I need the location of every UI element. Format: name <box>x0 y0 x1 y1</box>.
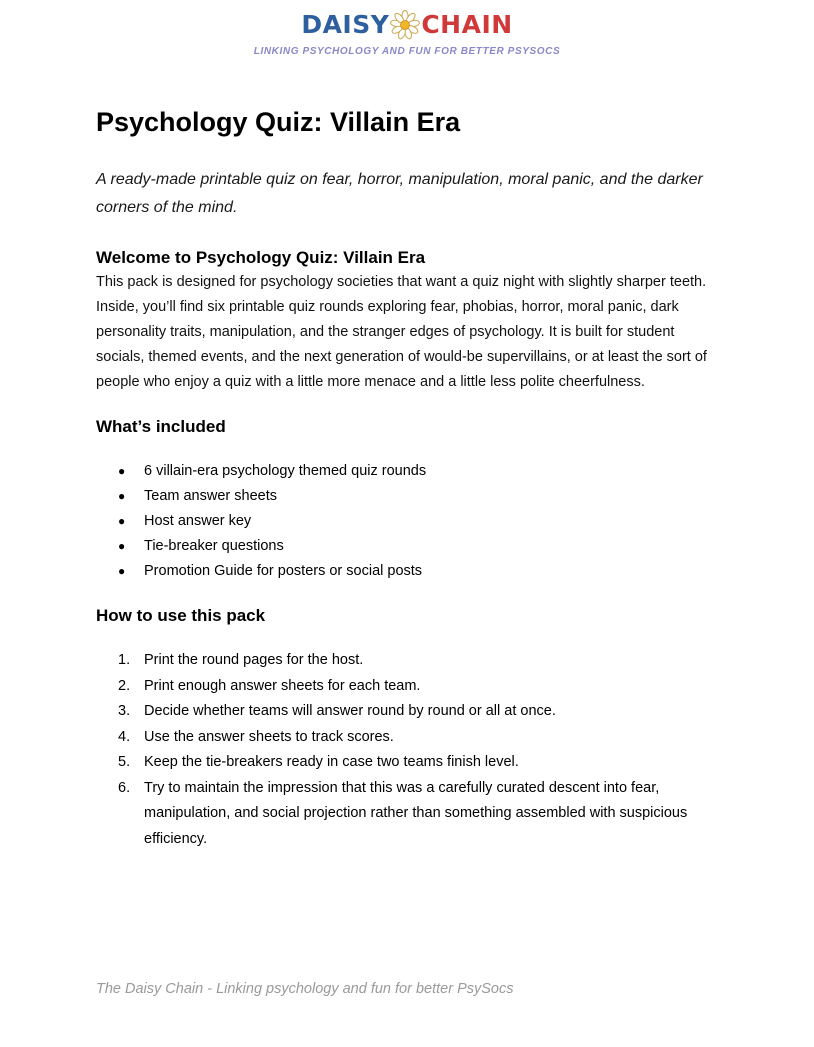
howto-steps-list <box>96 648 726 852</box>
step-text: Print enough answer sheets for each team. <box>144 677 421 694</box>
bullet-icon: ● <box>118 539 126 553</box>
step-number: 6. <box>118 779 131 796</box>
step-item <box>96 674 726 700</box>
step-item <box>96 648 726 674</box>
page-subtitle: A ready-made printable quiz on fear, horror, manipulation, moral panic, and the darker corners of the mind. <box>96 171 703 216</box>
list-item <box>96 534 726 559</box>
step-number: 5. <box>118 754 131 770</box>
step-number: 3. <box>118 703 131 719</box>
page-header <box>0 8 814 57</box>
step-text: Decide whether teams will answer round by round or all at once. <box>144 703 556 719</box>
list-item <box>96 559 726 584</box>
logo-text-daisy: DAISY <box>301 10 390 39</box>
step-text: Print the round pages for the host. <box>144 652 364 668</box>
page-footer: The Daisy Chain - Linking psychology and fun for better PsySocs <box>96 981 514 997</box>
step-number: 2. <box>118 677 131 694</box>
document-body <box>96 104 726 852</box>
list-item <box>96 484 726 509</box>
list-item-text: 6 villain-era psychology themed quiz rounds <box>144 463 427 479</box>
list-item-text: Tie-breaker questions <box>144 538 284 554</box>
welcome-paragraph-2: Inside, you’ll find six printable quiz rounds exploring fear, phobias, horror, moral panic, dark personality traits, manipulation, and the stranger edges of psychology. It is built for student socials, themed events, and the next generation of would-be supervillains, or at least the sort of people who enjoy a quiz with a little more menace and a little less polite cheerfulness. <box>96 299 707 390</box>
step-item <box>96 750 726 776</box>
welcome-paragraph-1: This pack is designed for psychology societies that want a quiz night with slightly sharper teeth. <box>96 274 707 290</box>
step-item <box>96 776 726 853</box>
step-number: 4. <box>118 728 131 745</box>
included-heading: What’s included <box>96 417 226 436</box>
step-number: 1. <box>118 652 131 668</box>
list-item <box>96 509 726 534</box>
step-item <box>96 699 726 725</box>
welcome-heading: Welcome to Psychology Quiz: Villain Era <box>96 248 426 267</box>
header-tagline: LINKING PSYCHOLOGY AND FUN FOR BETTER PSYSOCS <box>253 46 561 57</box>
logo-text-chain: CHAIN <box>421 10 513 39</box>
list-item <box>96 459 726 484</box>
included-list <box>96 459 726 584</box>
howto-heading: How to use this pack <box>96 606 266 625</box>
list-item-text: Host answer key <box>144 513 252 529</box>
step-text: Use the answer sheets to track scores. <box>144 728 394 745</box>
list-item-text: Team answer sheets <box>144 488 277 504</box>
bullet-icon: ● <box>118 514 126 528</box>
bullet-icon: ● <box>118 564 126 578</box>
daisy-chain-logo <box>301 8 512 42</box>
bullet-icon: ● <box>118 464 126 478</box>
step-text: Keep the tie-breakers ready in case two teams finish level. <box>144 754 519 770</box>
daisy-flower-icon <box>390 10 420 40</box>
step-item <box>96 725 726 751</box>
step-text: Try to maintain the impression that this was a carefully curated descent into fear, manipulation, and social projection rather than something assembled with suspicious efficiency. <box>144 779 688 847</box>
list-item-text: Promotion Guide for posters or social posts <box>144 563 423 579</box>
bullet-icon: ● <box>118 489 126 503</box>
page-title: Psychology Quiz: Villain Era <box>96 107 461 137</box>
